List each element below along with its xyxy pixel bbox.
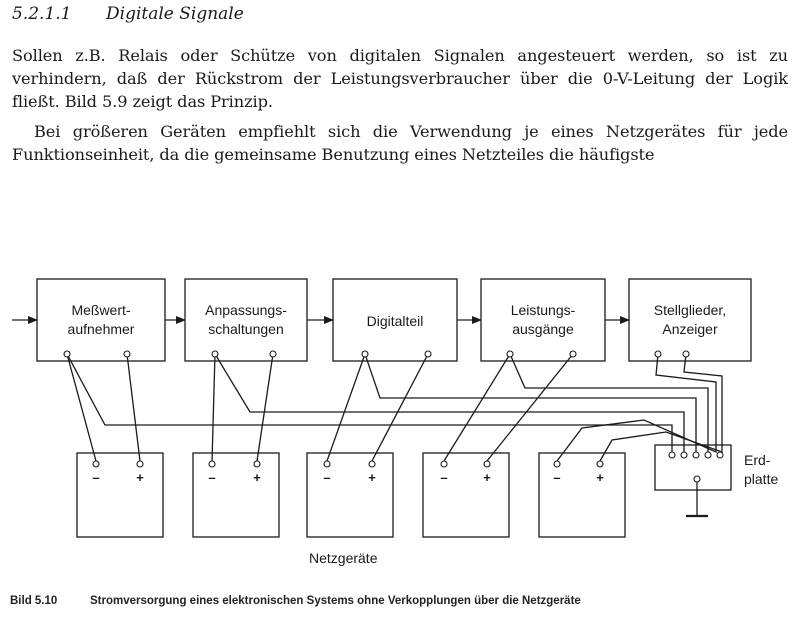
block-box-4 — [481, 279, 605, 361]
block-box-2 — [185, 279, 307, 361]
caption-number: Bild 5.10 — [10, 595, 58, 607]
supply-box-1 — [77, 453, 163, 537]
supply-5-plus: + — [596, 470, 604, 485]
block-5-line2: Anzeiger — [662, 321, 718, 337]
block-5-line1: Stellglieder, — [653, 302, 727, 318]
caption-text: Stromversorgung eines elektronischen Systems ohne Verkopplungen über die Netzgeräte — [90, 595, 581, 607]
block-2-line2: schaltungen — [208, 321, 284, 337]
supply-3-plus: + — [368, 470, 376, 485]
section-number: 5.2.1.1 — [12, 4, 72, 24]
supply-box-2 — [193, 453, 279, 537]
block-box-1 — [37, 279, 165, 361]
block-1-line2: aufnehmer — [67, 321, 135, 337]
paragraph-2: Bei größeren Geräten empfiehlt sich die Verwendung je eines Netzgerätes für jede Funktionseinheit, da die gemeinsame Benutzung eines Netzteiles die häufigste — [12, 122, 788, 164]
wire-1-minus — [67, 354, 96, 461]
supply-3-minus: – — [323, 470, 331, 485]
supply-4-plus: + — [483, 470, 491, 485]
supply-2-plus: + — [253, 470, 261, 485]
block-4-line2: ausgänge — [512, 321, 574, 337]
wire-1-plus — [127, 354, 140, 461]
supply-2-minus: – — [208, 470, 216, 485]
supplies-label: Netzgeräte — [309, 550, 378, 566]
ground-label-line1: Erd- — [744, 452, 771, 468]
supply-5-minus: – — [553, 470, 561, 485]
wire-2-plus — [257, 354, 273, 461]
paragraph-1: Sollen z.B. Relais oder Schütze von digitalen Signalen angesteuert werden, so ist zu verhindern, daß der Rückstrom der Leistungsverbraucher über die 0-V-Leitung der Logik fließt. Bild 5.9 zeigt das Prinzip. — [12, 46, 788, 111]
supply-1-plus: + — [136, 470, 144, 485]
wire-2-minus — [212, 354, 215, 461]
supply-box-4 — [423, 453, 509, 537]
block-4-line1: Leistungs- — [510, 302, 576, 318]
block-box-5 — [629, 279, 751, 361]
ground-wire-3 — [365, 354, 696, 452]
figure-caption — [10, 595, 581, 607]
supply-4-minus: – — [440, 470, 448, 485]
supply-box-5 — [539, 453, 625, 537]
supply-box-3 — [307, 453, 393, 537]
ground-wire-4 — [510, 354, 708, 452]
ground-wire-2 — [215, 354, 684, 452]
supply-1-minus: – — [92, 470, 100, 485]
block-2-line1: Anpassungs- — [205, 302, 287, 318]
ground-label-line2: platte — [744, 471, 779, 487]
section-title: Digitale Signale — [106, 4, 244, 24]
block-3-line1: Digitalteil — [366, 313, 424, 329]
wire-3-minus — [327, 354, 365, 461]
wire-3-plus — [372, 354, 428, 461]
block-1-line1: Meßwert- — [71, 302, 131, 318]
